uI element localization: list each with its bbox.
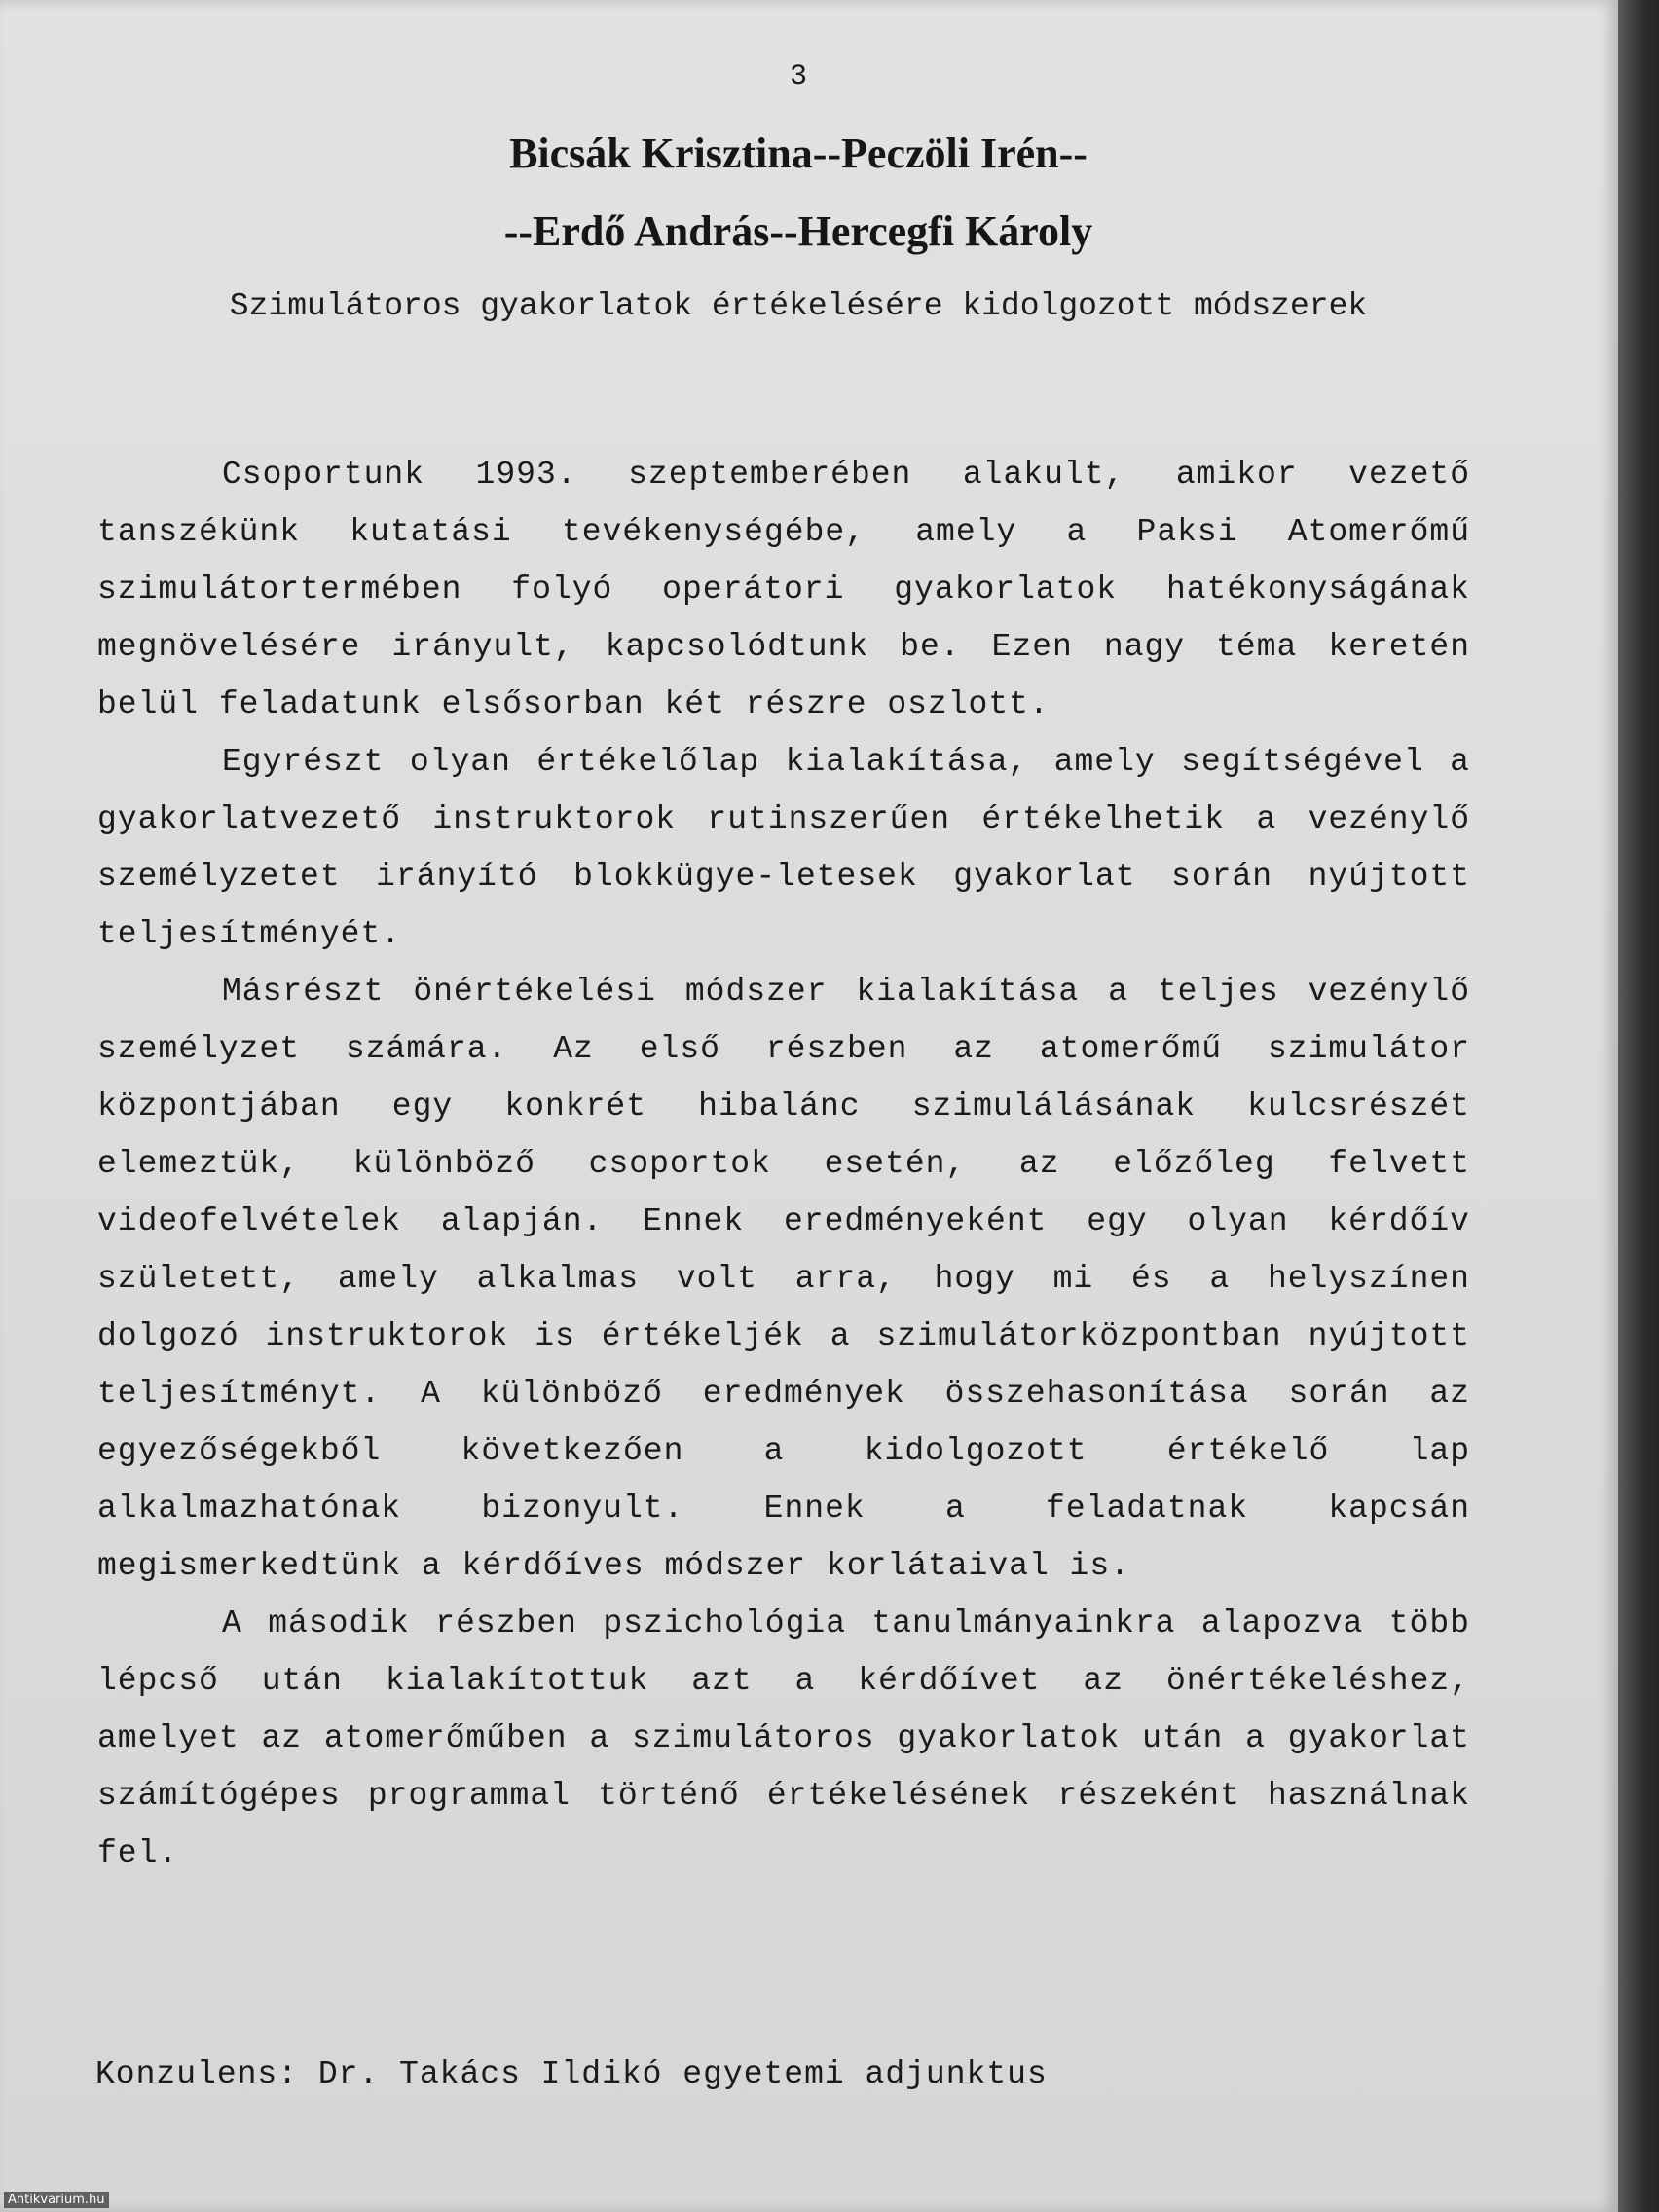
paragraph-3: Másrészt önértékelési módszer kialakítása a teljes vezénylő személyzet számára. Az első részben az atomerőmű szimulátor központjában egy konkrét hibalánc szimulálásának kulcsrészét elemeztük, különböző csoportok esetén, az előzőleg felvett videofelvételek alapján. Ennek eredményeként egy olyan kérdőív született, amely alkalmas volt arra, hogy mi és a helyszínen dolgozó instruktorok is értékeljék a szimulátorközpontban nyújtott teljesítményt. A különböző eredmények összehasonítása során az egyezőségekből következően a kidolgozott értékelő lap alkalmazhatónak bizonyult. Ennek a feladatnak kapcsán megismerkedtünk a kérdőíves módszer korlátaival is. [97, 974, 1470, 1584]
page-number: 3 [789, 60, 807, 93]
page-edge-shadow [1618, 0, 1659, 2212]
document-title: Szimulátoros gyakorlatok értékelésére kidolgozott módszerek [229, 288, 1368, 324]
watermark: Antikvarium.hu [4, 2192, 109, 2208]
paragraph-2: Egyrészt olyan értékelőlap kialakítása, amely segítségével a gyakorlatvezető instruktorok rutinszerűen értékelhetik a vezénylő személyzetet irányító blokkügye-letesek gyakorlat során nyújtott teljesítményét. [97, 744, 1470, 952]
author-line-2: --Erdő András--Hercegfi Károly [503, 207, 1093, 255]
consultant-line: Konzulens: Dr. Takács Ildikó egyetemi adjunktus [95, 2056, 1048, 2092]
author-line-1: Bicsák Krisztina--Peczöli Irén-- [509, 129, 1088, 177]
paragraph-1: Csoportunk 1993. szeptemberében alakult, amikor vezető tanszékünk kutatási tevékenységébe, amely a Paksi Atomerőmű szimulátortermében folyó operátori gyakorlatok hatékonyságának megnövelésére irányult, kapcsolódtunk be. Ezen nagy téma keretén belül feladatunk elsősorban két részre oszlott. [97, 457, 1470, 722]
paragraph-4: A második részben pszichológia tanulmányainkra alapozva több lépcső után kialakítottuk azt a kérdőívet az önértékeléshez, amelyet az atomerőműben a szimulátoros gyakorlatok után a gyakorlat számítógépes programmal történő értékelésének részeként használnak fel. [97, 1605, 1470, 1871]
body-text [97, 446, 1470, 1882]
